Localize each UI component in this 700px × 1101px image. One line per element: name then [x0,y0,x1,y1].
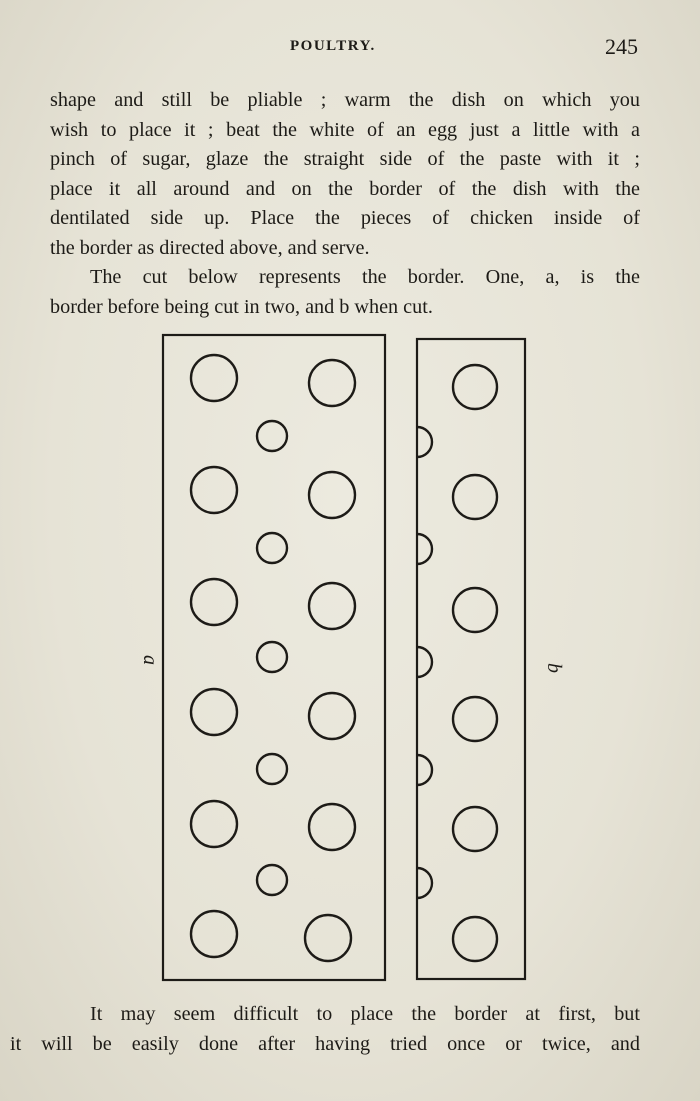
label-a: a [139,655,161,665]
text-line: shape and still be pliable ; warm the dish on which you [50,89,640,111]
text-line: It may seem difficult to place the border at first, but [90,1003,640,1025]
hole-small [257,754,287,784]
hole-large [309,360,355,406]
hole-large [453,697,497,741]
text-line: the border as directed above, and serve. [50,236,370,259]
text-line: wish to place it ; beat the white of an egg just a little with a [50,118,640,141]
panel-b-half-holes [417,427,432,898]
hole-large [191,801,237,847]
hole-large [309,472,355,518]
border-diagram [130,330,565,990]
paragraph-3 [10,1000,640,1059]
body-text [50,86,640,322]
hole-large [309,693,355,739]
text-line: it will be easily done after having tried once or twice, and [10,1032,640,1055]
section-title: POULTRY. [290,38,376,54]
panel-b-holes [453,365,497,961]
hole-large [309,804,355,850]
hole-large [309,583,355,629]
label-b: b [543,663,565,673]
text-line: pinch of sugar, glaze the straight side of the paste with it ; [50,148,640,170]
page-number: 245 [605,34,638,59]
hole-half [417,427,432,457]
text-line: dentilated side up. Place the pieces of chicken inside of [50,207,640,229]
hole-half [417,534,432,564]
hole-large [191,689,237,735]
hole-large [191,355,237,401]
hole-half [417,868,432,898]
hole-small [257,642,287,672]
hole-large [191,467,237,513]
text-line: place it all around and on the border of the dish with the [50,177,640,200]
hole-small [257,865,287,895]
hole-large [191,911,237,957]
running-head [0,36,700,66]
paragraph-1 [50,86,640,263]
hole-small [257,421,287,451]
hole-large [453,917,497,961]
hole-large [453,475,497,519]
hole-large [453,365,497,409]
hole-half [417,755,432,785]
hole-large [191,579,237,625]
text-line: border before being cut in two, and b when cut. [50,295,433,318]
hole-small [257,533,287,563]
hole-large [453,807,497,851]
hole-half [417,647,432,677]
panel-a-small-holes [257,421,287,895]
border-figure [130,330,565,990]
hole-large [305,915,351,961]
text-line: The cut below represents the border. One, a, is the [90,266,640,288]
closing-text [10,1000,640,1059]
panel-a-holes [191,355,355,961]
paragraph-2 [50,263,640,322]
hole-large [453,588,497,632]
border-panel-a [163,335,385,980]
